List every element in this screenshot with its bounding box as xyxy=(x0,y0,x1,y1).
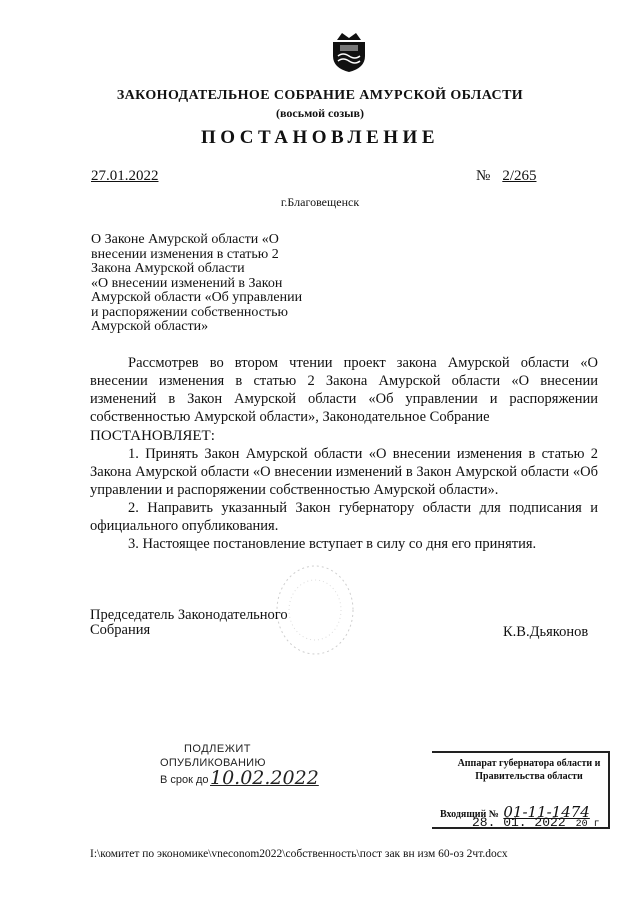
number-sign: № xyxy=(476,168,491,184)
decree-item: 3. Настоящее постановление вступает в силу со дня его принятия. xyxy=(128,536,537,552)
stamp-line: ПОДЛЕЖИТ xyxy=(184,743,252,755)
handwritten-deadline: 10.02.2022 xyxy=(210,767,319,789)
subject-line: Амурской области «Об управлении xyxy=(91,290,303,305)
file-path-footer: I:\комитет по экономике\vneconom2022\собственность\пост зак вн изм 60-оз 2чт.docx xyxy=(90,848,508,860)
signatory-name: К.В.Дьяконов xyxy=(503,624,589,640)
document-body xyxy=(90,354,598,553)
stamp-line: Аппарат губернатора области и xyxy=(457,758,601,769)
document-title: ПОСТАНОВЛЕНИЕ xyxy=(200,127,440,148)
organization-heading: ЗАКОНОДАТЕЛЬНОЕ СОБРАНИЕ АМУРСКОЙ ОБЛАСТИ xyxy=(116,88,524,103)
registry-stamp xyxy=(432,751,610,829)
received-date: 28. 01. 2022 xyxy=(472,815,566,830)
subject-line: внесении изменения в статью 2 xyxy=(91,246,279,262)
decree-item: 2. Направить указанный Закон губернатору области для подписания и официального опубликования. xyxy=(90,500,598,534)
document-subject xyxy=(91,233,351,335)
document-number-block xyxy=(476,168,536,185)
handwritten-incoming-number: 01-11-1474 xyxy=(503,803,590,821)
coat-of-arms-emblem xyxy=(330,30,368,74)
incoming-label: Входящий № xyxy=(440,809,499,820)
decree-item: 1. Принять Закон Амурской области «О внесении изменения в статью 2 Закона Амурской области «О внесении изменений в Закон Амурской области «Об управлении и распоряжении собственностью Амурской области». xyxy=(90,446,598,498)
stamp-line: Правительства области xyxy=(475,771,583,782)
city-label: г.Благовещенск xyxy=(280,195,360,209)
signatory-position xyxy=(90,608,288,638)
subject-line: О Законе Амурской области «О xyxy=(91,232,279,247)
stamp-line: В срок до xyxy=(160,774,209,786)
subject-line: «О внесении изменений в Закон xyxy=(91,275,283,291)
stamp-line: ОПУБЛИКОВАНИЮ xyxy=(160,757,266,769)
year-suffix: 20 г xyxy=(575,819,600,830)
position-line: Собрания xyxy=(90,622,151,638)
registry-stamp-header xyxy=(454,757,604,783)
subject-line: Амурской области» xyxy=(91,319,209,334)
convocation-label: (восьмой созыв) xyxy=(276,106,364,120)
document-number: 2/265 xyxy=(502,168,537,184)
decree-heading: ПОСТАНОВЛЯЕТ: xyxy=(90,428,215,444)
preamble-paragraph: Рассмотрев во втором чтении проект закона Амурской области «О внесении изменения в статью 2 Закона Амурской области «О внесении изменений в Закон Амурской области «Об управлении и распоряжении собственностью Амурской области», Законодательное Собрание xyxy=(90,355,598,425)
position-line: Председатель Законодательного xyxy=(90,607,288,623)
subject-line: и распоряжении собственностью xyxy=(91,304,288,320)
received-date-line xyxy=(472,815,600,830)
subject-line: Закона Амурской области xyxy=(91,261,245,276)
document-date: 27.01.2022 xyxy=(91,168,159,184)
